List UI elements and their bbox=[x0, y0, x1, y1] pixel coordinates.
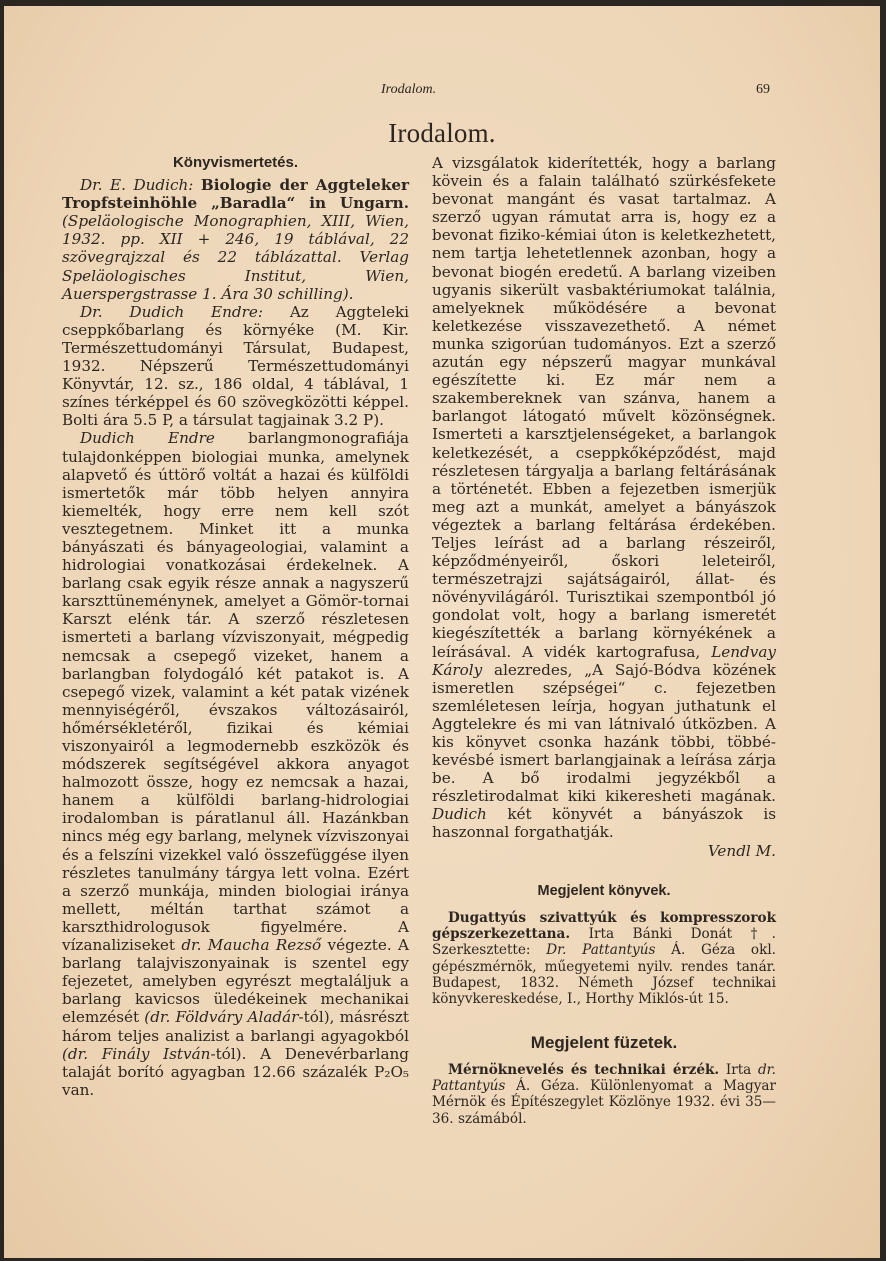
review-author: Dudich Endre bbox=[80, 429, 215, 448]
new-booklet-notice bbox=[432, 1062, 776, 1127]
section-heading-new-booklets: Megjelent füzetek. bbox=[530, 1032, 678, 1052]
entry1-details: (Speläologische Monographien, XIII, Wien, 1932. pp. XII + 246, 19 táblával, 22 szövegrajzzal és 22 táblázattal. Verlag Speläologisches Institut, Wien, Auerspergstrasse 1. Ára 30 schilling). bbox=[62, 212, 409, 303]
new-book-notice bbox=[432, 910, 776, 1008]
left-column bbox=[62, 154, 409, 1099]
review-continuation bbox=[432, 154, 776, 860]
review-cont-person-2: Dudich bbox=[432, 805, 487, 824]
review-cont-person-1: Lendvay Károly bbox=[432, 642, 776, 679]
review-person-2: (dr. Földváry Aladár bbox=[144, 1008, 299, 1027]
new-booklet-text-2: Á. Géza. Különlenyomat a Magyar Mérnök és Építészegylet Közlönye 1932. évi 35—36. számából. bbox=[432, 1077, 776, 1127]
running-head bbox=[4, 82, 880, 106]
review-text-1: barlangmonografiája tulajdonképpen biologiai munka, amelynek alapvető és úttörő voltát a hazai és külföldi ismertetők már több helyen annyira kiemelték, hogy erre nem kell szót vesztegetnem. Minket itt a munka bányászati és bányageologiai, valamint a hidrologiai vonatkozásai érdekelnek. A barlang csak egyik része annak a nagyszerű karszttüneménynek, amelyet a Gömör-tornai Karszt elénk tár. A szerző részletesen ismerteti a barlang vízviszonyait, mégpedig nemcsak a csepegő vizeket, hanem a barlangban folydogáló két patakot is. A csepegő vizek, valamint a két patak vizének mennyiségéről, évszakos változásairól, hőmérsékletéről, fizikai és kémiai viszonyairól a legmodernebb eszközök és módszerek segítségével akkora anyagot halmozott össze, hogy ez nemcsak a hazai, hanem a külföldi barlang-hidrologiai irodalomban is páratlanul áll. Hazánkban nincs még egy barlang, melynek vízviszonyai és a felszíni vizekkel való összefüggése ilyen részletes tanulmány tárgya lett volna. Ezért a szerző munkája, minden biologiai iránya mellett, méltán tarthat számot a karszthidrologusok figyelmére. A vízanaliziseket bbox=[62, 429, 409, 955]
new-booklet-title: Mérnöknevelés és technikai érzék. bbox=[448, 1061, 720, 1078]
review-person-1: dr. Maucha Rezső bbox=[181, 936, 322, 955]
new-book-text-1: Irta Bánki Donát †. Szerkesztette: bbox=[432, 926, 776, 959]
entry2-author: Dr. Dudich Endre: bbox=[80, 302, 263, 321]
review-text-3: -tól), másrészt három teljes analizist a barlangi agyagokból bbox=[62, 1008, 410, 1045]
section-heading-new-books: Megjelent könyvek. bbox=[537, 882, 671, 899]
review-cont-text-1: A vizsgálatok kiderítették, hogy a barlang kövein és a falain található szürkésfekete bevonat mangánt és vasat tartalmaz. A szerző ugyan rámutat arra is, hogy ez a bevonat fiziko-kémiai úton is keletkezhetett, nem tartja lehetetlennek azonban, hogy a bevonat biogén eredetű. A barlang vizeiben ugyanis sikerült vasbaktériumokat találnia, amelyeknek működésére a bevonat keletkezése visszavezethető. A német munka szigorúan tudományos. Ezt a szerző azután egy népszerű magyar munkával egészítette ki. Ez már nem a szakembereknek van szánva, hanem a barlangot látogató művelt közönségnek. Ismerteti a karsztjelenségeket, a barlangok keletkezését, a cseppkőképződést, majd részletesen tárgyalja a barlang feltárásának a történetét. Ebben a fejezetben ismerjük meg azt a munkát, amelyet a bányászok végeztek a barlang feltárása érdekében. Teljes leírást ad a barlang részeiről, képződményeiről, őskori leleteiről, természetrajzi sajátságairól, állat- és növényvilágáról. Turisztikai szempontból jó gondolat volt, hogy a barlang ismeretét kiegészítették a barlang környékének a leírásával. A vidék kartografusa, bbox=[432, 154, 776, 661]
review-signature: Vendl M. bbox=[707, 841, 776, 860]
running-head-title: Irodalom. bbox=[381, 82, 437, 97]
review-person-3: (dr. Finály István bbox=[62, 1044, 211, 1063]
entry1-author: Dr. E. Dudich: bbox=[80, 176, 194, 195]
new-book-title: Dugattyús szivattyúk és kompresszorok gépszerkezettana. bbox=[432, 909, 776, 943]
review-cont-text-2: alezredes, „A Sajó-Bódva közének ismeretlen szépségei“ c. fejezetben szemléletesen leírja, hogyan juthatunk el Aggtelekre és mi van látnivaló útközben. A kis könyvet csonka hazánk többi, többé-kevésbé ismert barlangjainak a leírása zárja be. A bő irodalmi jegyzékből a részletirodalmat kiki kikeresheti magának. bbox=[432, 660, 777, 806]
page-number: 69 bbox=[756, 82, 770, 97]
new-book-editor: Dr. Pattantyús bbox=[546, 942, 656, 959]
section-heading-book-reviews: Könyvismertetés. bbox=[172, 154, 299, 171]
review-entry-2 bbox=[62, 303, 409, 430]
new-book-text-2: Á. Géza okl. gépészmérnök, műegyetemi nyilv. rendes tanár. Budapest, 1832. Németh József technikai könyvkereskedése, I., Horthy Miklós-út 15. bbox=[432, 942, 776, 1008]
page-title: Irodalom. bbox=[388, 118, 496, 148]
review-entry-1 bbox=[62, 176, 409, 303]
entry1-title: Biologie der Aggteleker Tropfsteinhöhle „Baradla“ in Ungarn. bbox=[62, 176, 410, 213]
right-column bbox=[432, 154, 776, 1127]
journal-page bbox=[4, 6, 880, 1258]
new-book-entry bbox=[432, 910, 776, 1008]
review-body bbox=[62, 429, 409, 1098]
new-booklet-author: dr. Pattantyús bbox=[432, 1061, 776, 1094]
entry2-text: Az Aggteleki cseppkőbarlang és környéke (M. Kir. Természettudományi Társulat, Budapest, 1932. Népszerű Természettudományi Könyvtár, 12. sz., 186 oldal, 4 táblával, 1 színes térképpel és 60 szövegközötti képpel. Bolti ára 5.5 P, a társulat tagjainak 3.2 P). bbox=[62, 302, 409, 430]
new-booklet-text-1: Irta bbox=[725, 1061, 752, 1078]
review-cont-text-3: két könyvét a bányászok is haszonnal forgathatják. bbox=[432, 805, 777, 842]
review-text-4: -tól). A Denevérbarlang talaját borító agyagban 12.66 százalék P₂O₅ van. bbox=[62, 1044, 409, 1099]
new-booklet-entry bbox=[432, 1062, 776, 1127]
review-text-2: végezte. A barlang talajviszonyainak is szentel egy fejezetet, amelyben egyrészt megtaláljuk a barlang kavicsos üledékeinek mechanikai elemzését bbox=[62, 936, 410, 1027]
